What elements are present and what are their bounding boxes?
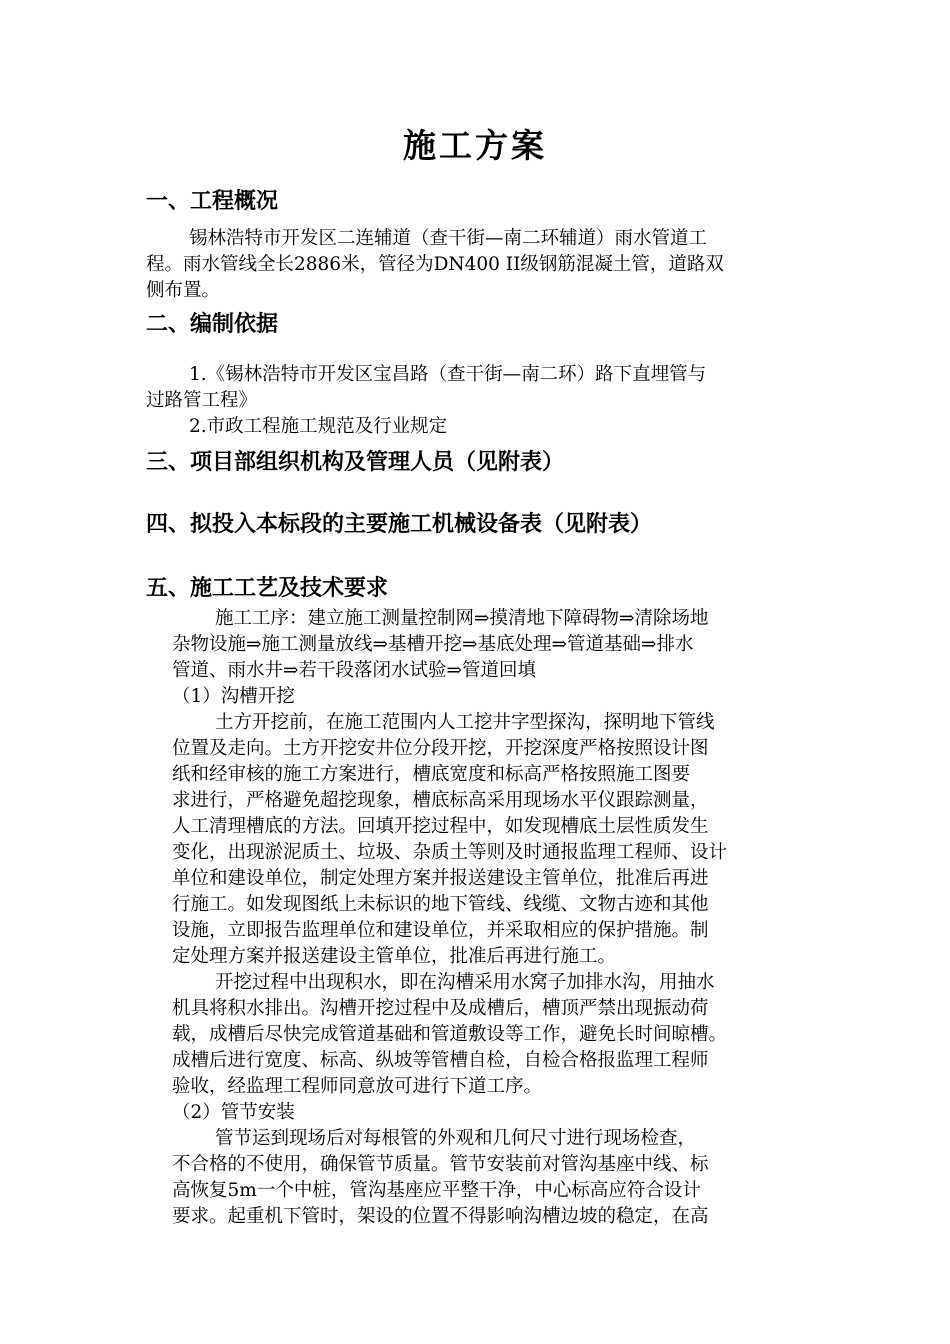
paragraph-line: 程。雨水管线全长2886米，管径为DN400 II级钢筋混凝土管，道路双 bbox=[146, 254, 724, 275]
paragraph-line: 要求。起重机下管时，架设的位置不得影响沟槽边坡的稳定，在高 bbox=[172, 1206, 709, 1227]
paragraph-line: 载，成槽后尽快完成管道基础和管道敷设等工作，避免长时间晾槽。 bbox=[172, 1024, 728, 1045]
paragraph-line: 人工清理槽底的方法。回填开挖过程中，如发现槽底土层性质发生 bbox=[172, 816, 709, 837]
paragraph-line: 施工工序：建立施工测量控制网⇒摸清地下障碍物⇒清除场地 bbox=[215, 608, 709, 629]
paragraph-line: 纸和经审核的施工方案进行，槽底宽度和标高严格按照施工图要 bbox=[172, 764, 691, 785]
overview-paragraph bbox=[146, 226, 826, 304]
paragraph-line: 管道、雨水井⇒若干段落闭水试验⇒管道回填 bbox=[172, 660, 537, 681]
paragraph-line: 设施，立即报告监理单位和建设单位，并采取相应的保护措施。制 bbox=[172, 920, 709, 941]
paragraph-line: 验收，经监理工程师同意放可进行下道工序。 bbox=[172, 1076, 543, 1097]
technology-paragraph bbox=[172, 606, 852, 1230]
paragraph-line: 单位和建设单位，制定处理方案并报送建设主管单位，批准后再进 bbox=[172, 868, 709, 889]
paragraph-line: 位置及走向。土方开挖安井位分段开挖，开挖深度严格按照设计图 bbox=[172, 738, 709, 759]
paragraph-line: 土方开挖前，在施工范围内人工挖井字型探沟，探明地下管线 bbox=[215, 712, 715, 733]
subsection-heading: （1）沟槽开挖 bbox=[172, 686, 295, 707]
paragraph-line: 2.市政工程施工规范及行业规定 bbox=[189, 416, 448, 437]
paragraph-line: 锡林浩特市开发区二连辅道（查干街—南二环辅道）雨水管道工 bbox=[189, 228, 708, 249]
paragraph-line: 过路管工程》 bbox=[146, 390, 258, 411]
document-title: 施工方案 bbox=[403, 126, 547, 165]
section-heading-technology: 五、施工工艺及技术要求 bbox=[146, 575, 389, 601]
section-heading-basis: 二、编制依据 bbox=[146, 311, 279, 337]
paragraph-line: 开挖过程中出现积水，即在沟槽采用水窝子加排水沟，用抽水 bbox=[215, 972, 715, 993]
subsection-heading: （2）管节安装 bbox=[172, 1102, 295, 1123]
section-heading-overview: 一、工程概况 bbox=[146, 188, 279, 214]
paragraph-line: 侧布置。 bbox=[146, 280, 221, 301]
paragraph-line: 1.《锡林浩特市开发区宝昌路（查干街—南二环）路下直埋管与 bbox=[189, 364, 707, 385]
paragraph-line: 管节运到现场后对每根管的外观和几何尺寸进行现场检查， bbox=[215, 1128, 697, 1149]
paragraph-line: 不合格的不使用，确保管节质量。管节安装前对管沟基座中线、标 bbox=[172, 1154, 709, 1175]
paragraph-line: 求进行，严格避免超挖现象，槽底标高采用现场水平仪跟踪测量， bbox=[172, 790, 709, 811]
paragraph-line: 行施工。如发现图纸上未标识的地下管线、线缆、文物古迹和其他 bbox=[172, 894, 709, 915]
paragraph-line: 变化，出现淤泥质土、垃圾、杂质土等则及时通报监理工程师、设计 bbox=[172, 842, 728, 863]
paragraph-line: 高恢复5m一个中桩，管沟基座应平整干净，中心标高应符合设计 bbox=[172, 1180, 701, 1201]
basis-paragraph bbox=[146, 362, 826, 440]
section-heading-equipment: 四、拟投入本标段的主要施工机械设备表（见附表） bbox=[146, 511, 653, 537]
paragraph-line: 定处理方案并报送建设主管单位，批准后再进行施工。 bbox=[172, 946, 617, 967]
paragraph-line: 成槽后进行宽度、标高、纵坡等管槽自检，自检合格报监理工程师 bbox=[172, 1050, 709, 1071]
section-heading-organization: 三、项目部组织机构及管理人员（见附表） bbox=[146, 449, 565, 475]
paragraph-line: 机具将积水排出。沟槽开挖过程中及成槽后，槽顶严禁出现振动荷 bbox=[172, 998, 709, 1019]
paragraph-line: 杂物设施⇒施工测量放线⇒基槽开挖⇒基底处理⇒管道基础⇒排水 bbox=[172, 634, 694, 655]
